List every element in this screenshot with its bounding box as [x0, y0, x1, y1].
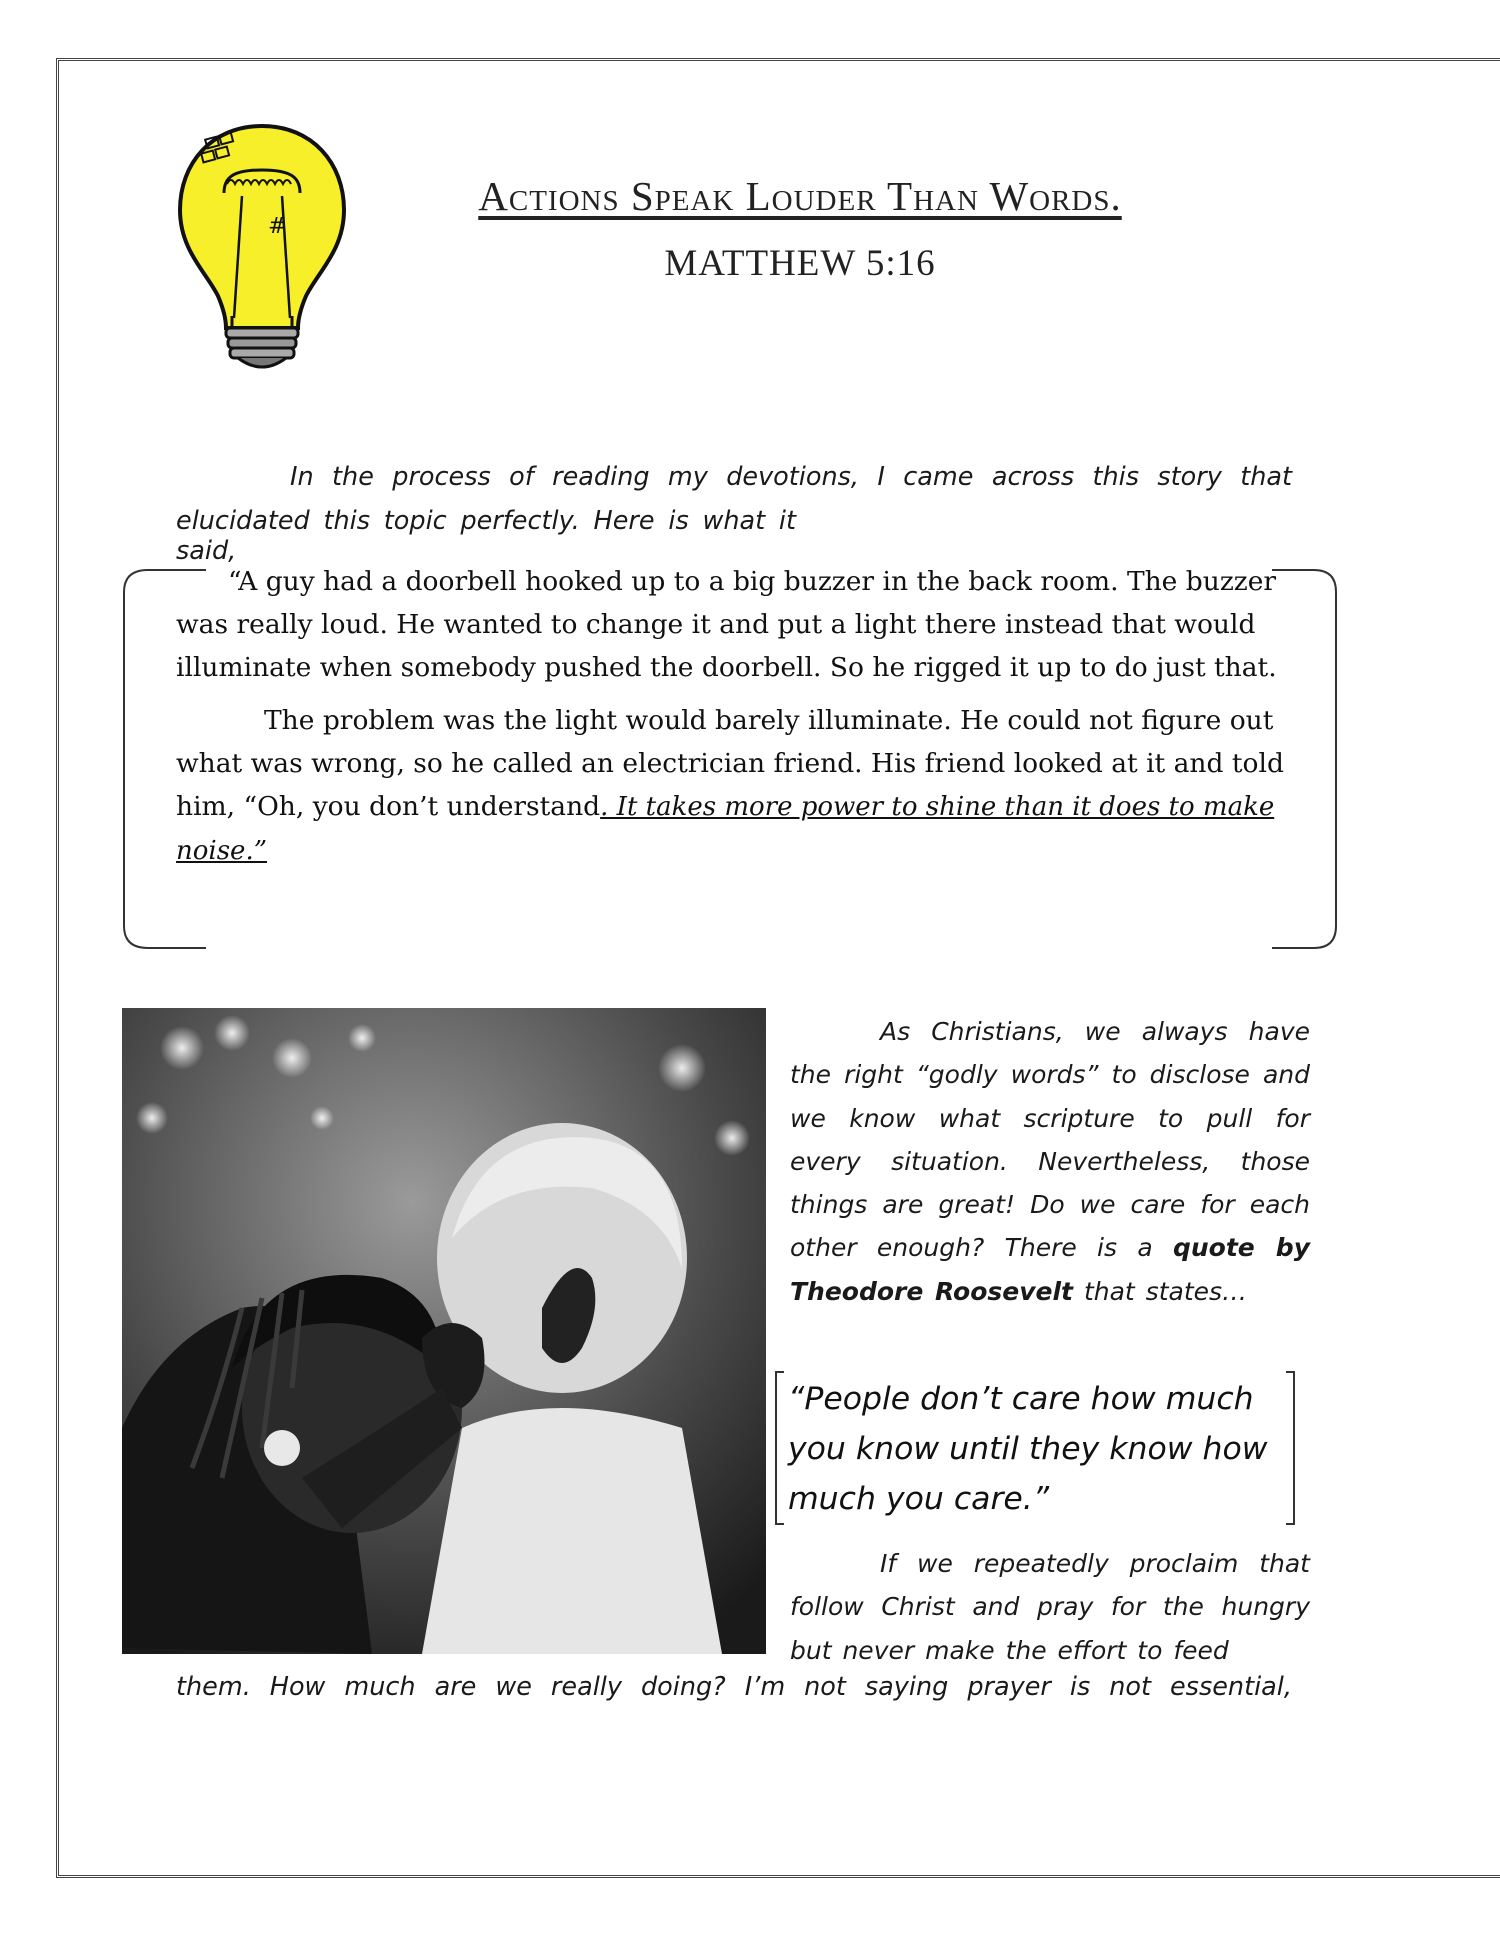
two-children-photo [122, 1008, 766, 1654]
page-title: Actions Speak Louder Than Words. [478, 173, 1122, 219]
side-paragraph-1 [790, 1010, 1310, 1313]
story-quote [176, 560, 1296, 873]
side-paragraph-2 [790, 1542, 1310, 1672]
side-paragraph-1-text: As Christians, we always have the right “godly words” to disclose and we know what scripture to pull for every situation. Nevertheless, those things are great! Do we care for each other enough? There is a [790, 1017, 1310, 1263]
svg-text:#: # [268, 214, 287, 239]
story-punchline: . It takes more power to shine than it does to make noise.” [176, 792, 1275, 866]
intro-line-2: elucidated this topic perfectly. Here is what it said, [176, 506, 796, 566]
side-paragraph-1-end: that states… [1083, 1276, 1248, 1306]
quote-attribution: quote by Theodore Roosevelt [790, 1233, 1311, 1306]
side-paragraph-2-text: If we repeatedly proclaim that follow Christ and pray for the hungry but never make the effort to feed [790, 1549, 1310, 1665]
roosevelt-quote: “People don’t care how much you know until they know how much you care.” [788, 1381, 1268, 1517]
intro-line-1: In the process of reading my devotions, I came across this story that [290, 462, 1292, 492]
closing-line: them. How much are we really doing? I’m not saying prayer is not essential, [176, 1672, 1292, 1702]
story-paragraph-2 [176, 699, 1296, 873]
story-paragraph-2-text: The problem was the light would barely illuminate. He could not figure out what was wrong, so he called an electrician friend. His friend looked at it and told him, “Oh, you don’t understand [176, 705, 1284, 822]
story-paragraph-1: “A guy had a doorbell hooked up to a big buzzer in the back room. The buzzer was really loud. He wanted to change it and put a light there instead that would illuminate when somebody pushed the doorbell. So he rigged it up to do just that. [176, 566, 1277, 683]
scripture-reference: MATTHEW 5:16 [664, 243, 936, 284]
